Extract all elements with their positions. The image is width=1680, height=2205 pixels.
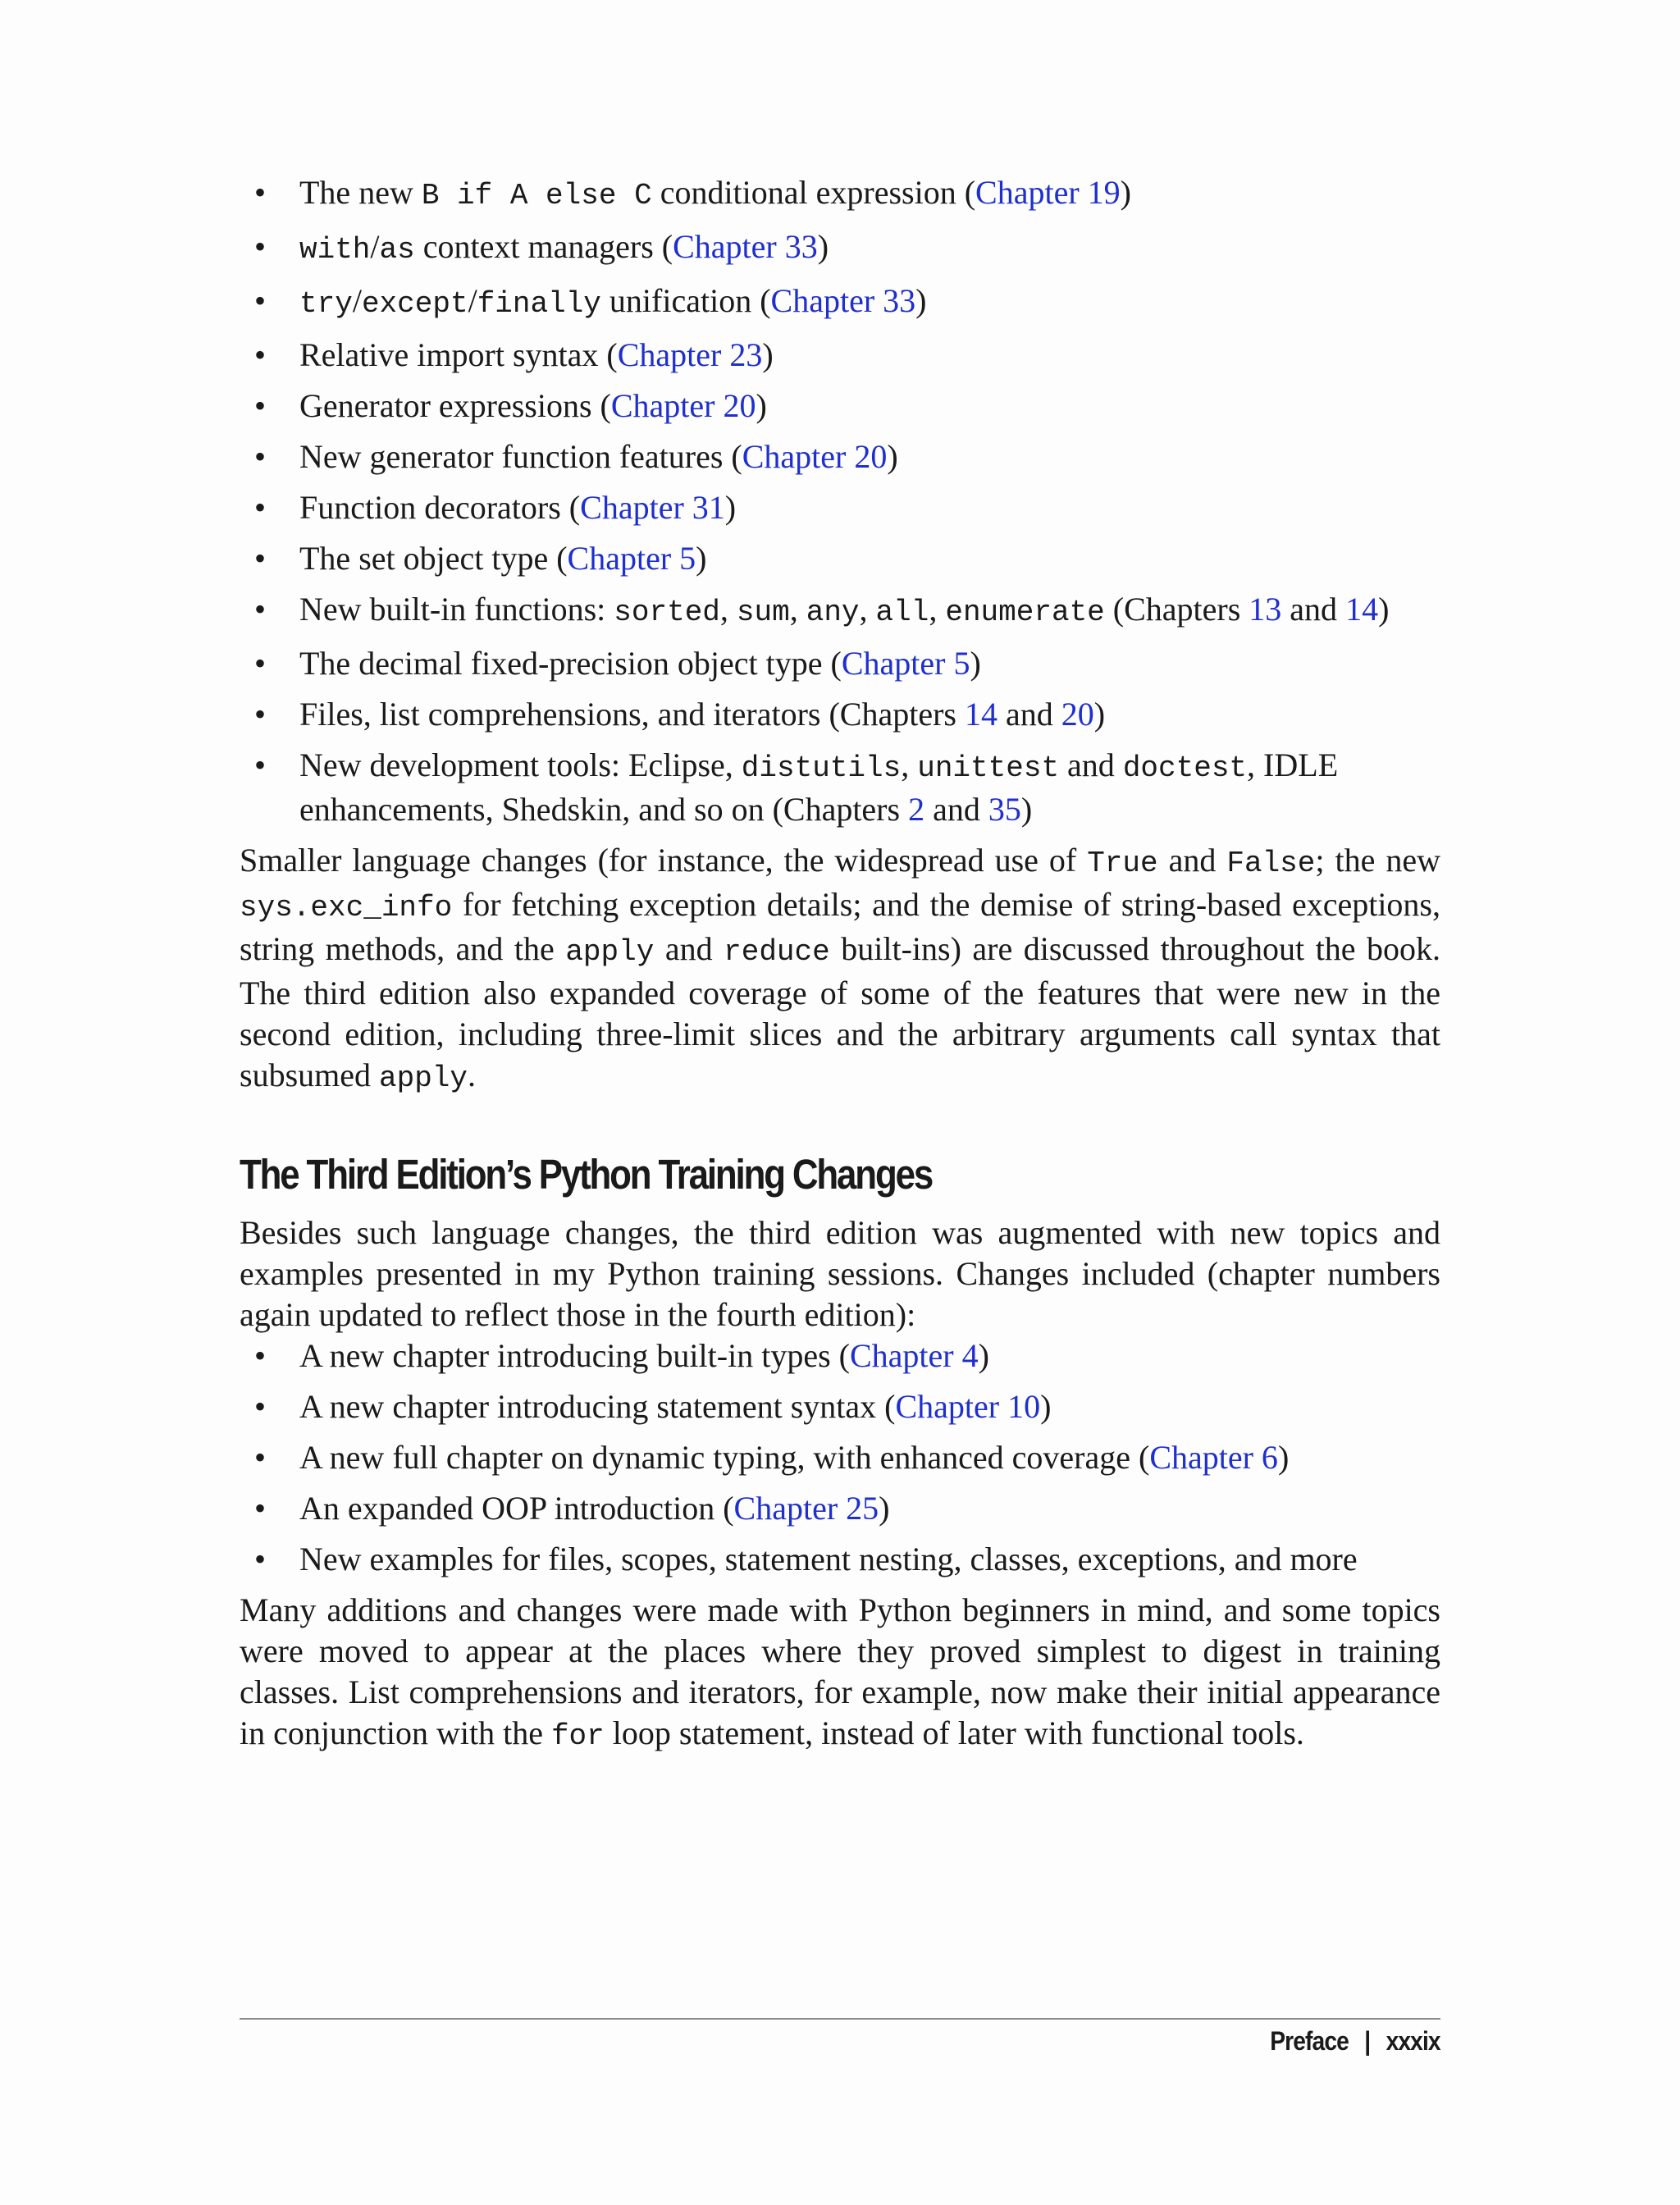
chapter-link[interactable]: Chapter 33: [770, 282, 916, 319]
list-item: • A new chapter introducing statement syntax (Chapter 10): [240, 1386, 1440, 1427]
section-heading: The Third Edition’s Python Training Changes: [240, 1151, 933, 1198]
footer-separator: |: [1364, 2026, 1371, 2056]
body-paragraph: Besides such language changes, the third edition was augmented with new topics and examples presented in my Python training sessions. Changes included (chapter numbers again updated to reflect those in the fourth edition):: [240, 1214, 1440, 1333]
body-paragraph: Smaller language changes (for instance, the widespread use of True and False; the new sys.exc_info for fetching exception details; and the demise of string-based exceptions, string methods, and the apply and reduce built-ins) are discussed throughout the book. The third edition also expanded coverage of some of the features that were new in the second edition, including three-limit slices and the arbitrary arguments call syntax that subsumed apply.: [240, 842, 1440, 1095]
list-item: • Function decorators (Chapter 31): [240, 487, 1440, 528]
chapter-link[interactable]: Chapter 6: [1149, 1439, 1278, 1476]
chapter-link[interactable]: 14: [964, 696, 998, 733]
chapter-link[interactable]: 2: [908, 791, 925, 828]
list-item: • New examples for files, scopes, statement nesting, classes, exceptions, and more: [240, 1539, 1440, 1580]
page-footer: [1271, 2026, 1440, 2057]
list-item: • New development tools: Eclipse, distutils, unittest and doctest, IDLE enhancements, Shedskin, and so on (Chapters 2 and 35): [240, 745, 1440, 830]
list-item: • The new B if A else C conditional expression (Chapter 19): [240, 172, 1440, 217]
list-item: • A new full chapter on dynamic typing, with enhanced coverage (Chapter 6): [240, 1437, 1440, 1478]
list-item: • Generator expressions (Chapter 20): [240, 386, 1440, 427]
chapter-link[interactable]: 14: [1345, 591, 1379, 628]
list-item: • The decimal fixed-precision object type (Chapter 5): [240, 643, 1440, 684]
body-paragraph: Many additions and changes were made with Python beginners in mind, and some topics were moved to appear at the places where they proved simplest to digest in training classes. List comprehensions and iterators, for example, now make their initial appearance in conjunction with the for loop statement, instead of later with functional tools.: [240, 1591, 1440, 1753]
list-item: • Files, list comprehensions, and iterators (Chapters 14 and 20): [240, 694, 1440, 735]
training-changes-list: [240, 1335, 1440, 1580]
chapter-link[interactable]: 20: [1061, 696, 1094, 733]
chapter-link[interactable]: Chapter 4: [849, 1337, 979, 1374]
list-item: • The set object type (Chapter 5): [240, 538, 1440, 579]
page-content: [240, 172, 1440, 1757]
chapter-link[interactable]: 35: [988, 791, 1021, 828]
list-item: • A new chapter introducing built-in types (Chapter 4): [240, 1335, 1440, 1376]
list-item: • New built-in functions: sorted, sum, any, all, enumerate (Chapters 13 and 14): [240, 589, 1440, 633]
list-item: • with/as context managers (Chapter 33): [240, 226, 1440, 271]
chapter-link[interactable]: Chapter 5: [567, 540, 696, 577]
list-item: • try/except/finally unification (Chapter 33): [240, 281, 1440, 325]
feature-list: [240, 172, 1440, 830]
list-item: • An expanded OOP introduction (Chapter 25): [240, 1488, 1440, 1529]
chapter-link[interactable]: Chapter 19: [975, 174, 1121, 211]
footer-section-title: Preface: [1270, 2026, 1349, 2056]
chapter-link[interactable]: Chapter 33: [673, 228, 818, 265]
chapter-link[interactable]: Chapter 25: [733, 1490, 879, 1527]
footer-divider: [240, 2018, 1440, 2020]
chapter-link[interactable]: Chapter 5: [841, 645, 970, 682]
chapter-link[interactable]: Chapter 20: [742, 438, 888, 475]
list-item: • New generator function features (Chapter 20): [240, 436, 1440, 477]
chapter-link[interactable]: Chapter 31: [580, 489, 725, 526]
chapter-link[interactable]: 13: [1249, 591, 1282, 628]
chapter-link[interactable]: Chapter 10: [895, 1388, 1041, 1425]
chapter-link[interactable]: Chapter 23: [617, 336, 763, 373]
chapter-link[interactable]: Chapter 20: [610, 387, 756, 424]
page-number: xxxix: [1386, 2026, 1440, 2056]
list-item: • Relative import syntax (Chapter 23): [240, 335, 1440, 376]
